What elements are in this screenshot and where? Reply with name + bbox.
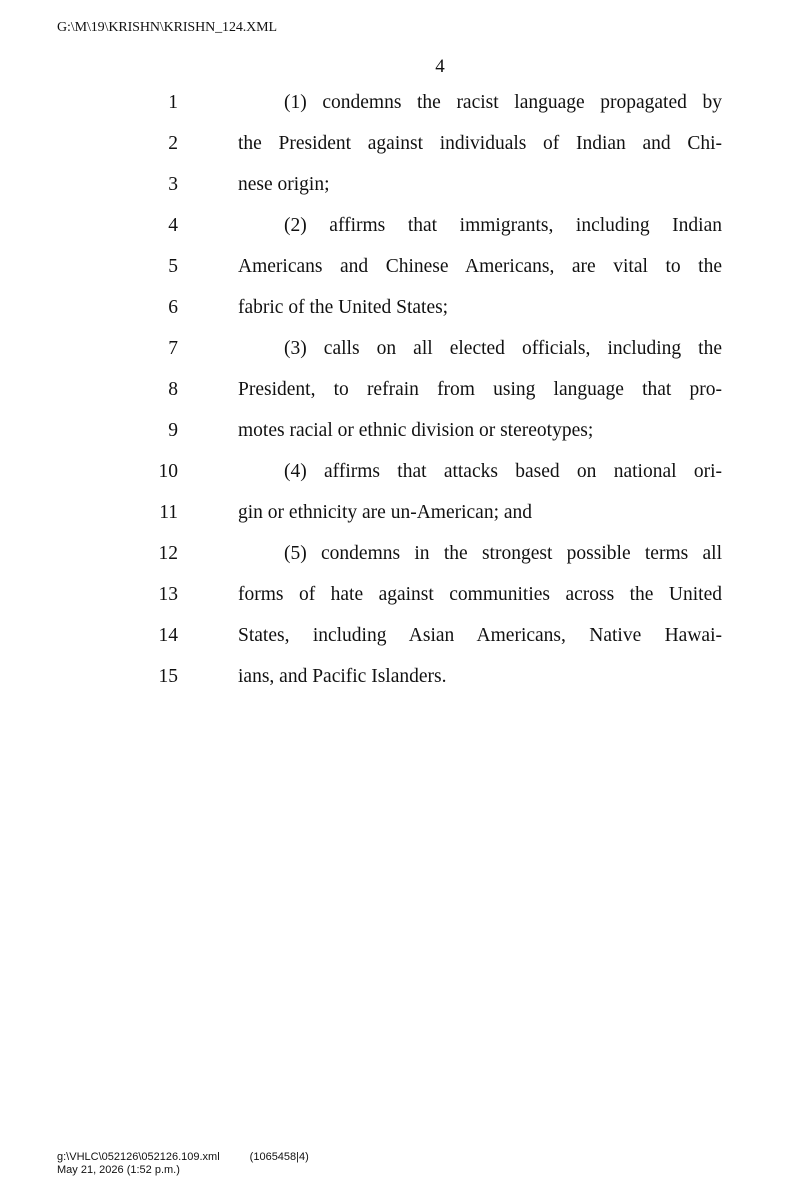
footer-document-code: (1065458|4) <box>249 1151 309 1163</box>
line-number: 11 <box>159 502 178 523</box>
line-number: 4 <box>168 215 178 236</box>
text-line <box>0 416 795 446</box>
footer-file-row <box>57 1151 309 1164</box>
line-text: (4) affirms that attacks based on national ori- <box>284 461 722 482</box>
line-text: President, to refrain from using language that pro- <box>238 379 722 400</box>
line-number: 8 <box>168 379 178 400</box>
line-number: 5 <box>168 256 178 277</box>
line-text: ians, and Pacific Islanders. <box>238 666 447 687</box>
document-footer <box>57 1151 309 1177</box>
footer-date: May 21, 2026 (1:52 p.m.) <box>57 1164 180 1176</box>
line-text: States, including Asian Americans, Native Hawai- <box>238 625 722 646</box>
line-text: forms of hate against communities across the United <box>238 584 722 605</box>
page-number: 4 <box>435 56 445 77</box>
text-line <box>0 498 795 528</box>
text-line <box>0 334 795 364</box>
line-text: motes racial or ethnic division or stereotypes; <box>238 420 594 441</box>
line-number: 13 <box>158 584 178 605</box>
text-line <box>0 621 795 651</box>
line-number: 9 <box>168 420 178 441</box>
line-text: fabric of the United States; <box>238 297 449 318</box>
footer-file-path: g:\VHLC\052126\052126.109.xml <box>57 1151 220 1163</box>
line-number: 1 <box>168 92 178 113</box>
line-number: 14 <box>158 625 178 646</box>
line-number: 12 <box>158 543 178 564</box>
text-line <box>0 88 795 118</box>
line-text: (2) affirms that immigrants, including Indian <box>284 215 722 236</box>
text-line <box>0 662 795 692</box>
text-line <box>0 252 795 282</box>
line-text: nese origin; <box>238 174 330 195</box>
text-line <box>0 580 795 610</box>
text-line <box>0 170 795 200</box>
text-line <box>0 539 795 569</box>
text-line <box>0 375 795 405</box>
line-number: 3 <box>168 174 178 195</box>
line-number: 7 <box>168 338 178 359</box>
text-line <box>0 293 795 323</box>
text-line <box>0 457 795 487</box>
line-text: gin or ethnicity are un-American; and <box>238 502 533 523</box>
line-text: (5) condemns in the strongest possible terms all <box>284 543 722 564</box>
line-text: the President against individuals of Indian and Chi- <box>238 133 722 154</box>
line-number: 15 <box>158 666 178 687</box>
document-file-path: G:\M\19\KRISHN\KRISHN_124.XML <box>57 20 277 35</box>
line-number: 6 <box>168 297 178 318</box>
line-number: 10 <box>158 461 178 482</box>
line-text: (1) condemns the racist language propagated by <box>284 92 722 113</box>
text-line <box>0 211 795 241</box>
text-line <box>0 129 795 159</box>
line-text: (3) calls on all elected officials, including the <box>284 338 722 359</box>
line-text: Americans and Chinese Americans, are vital to the <box>238 256 722 277</box>
line-number: 2 <box>168 133 178 154</box>
